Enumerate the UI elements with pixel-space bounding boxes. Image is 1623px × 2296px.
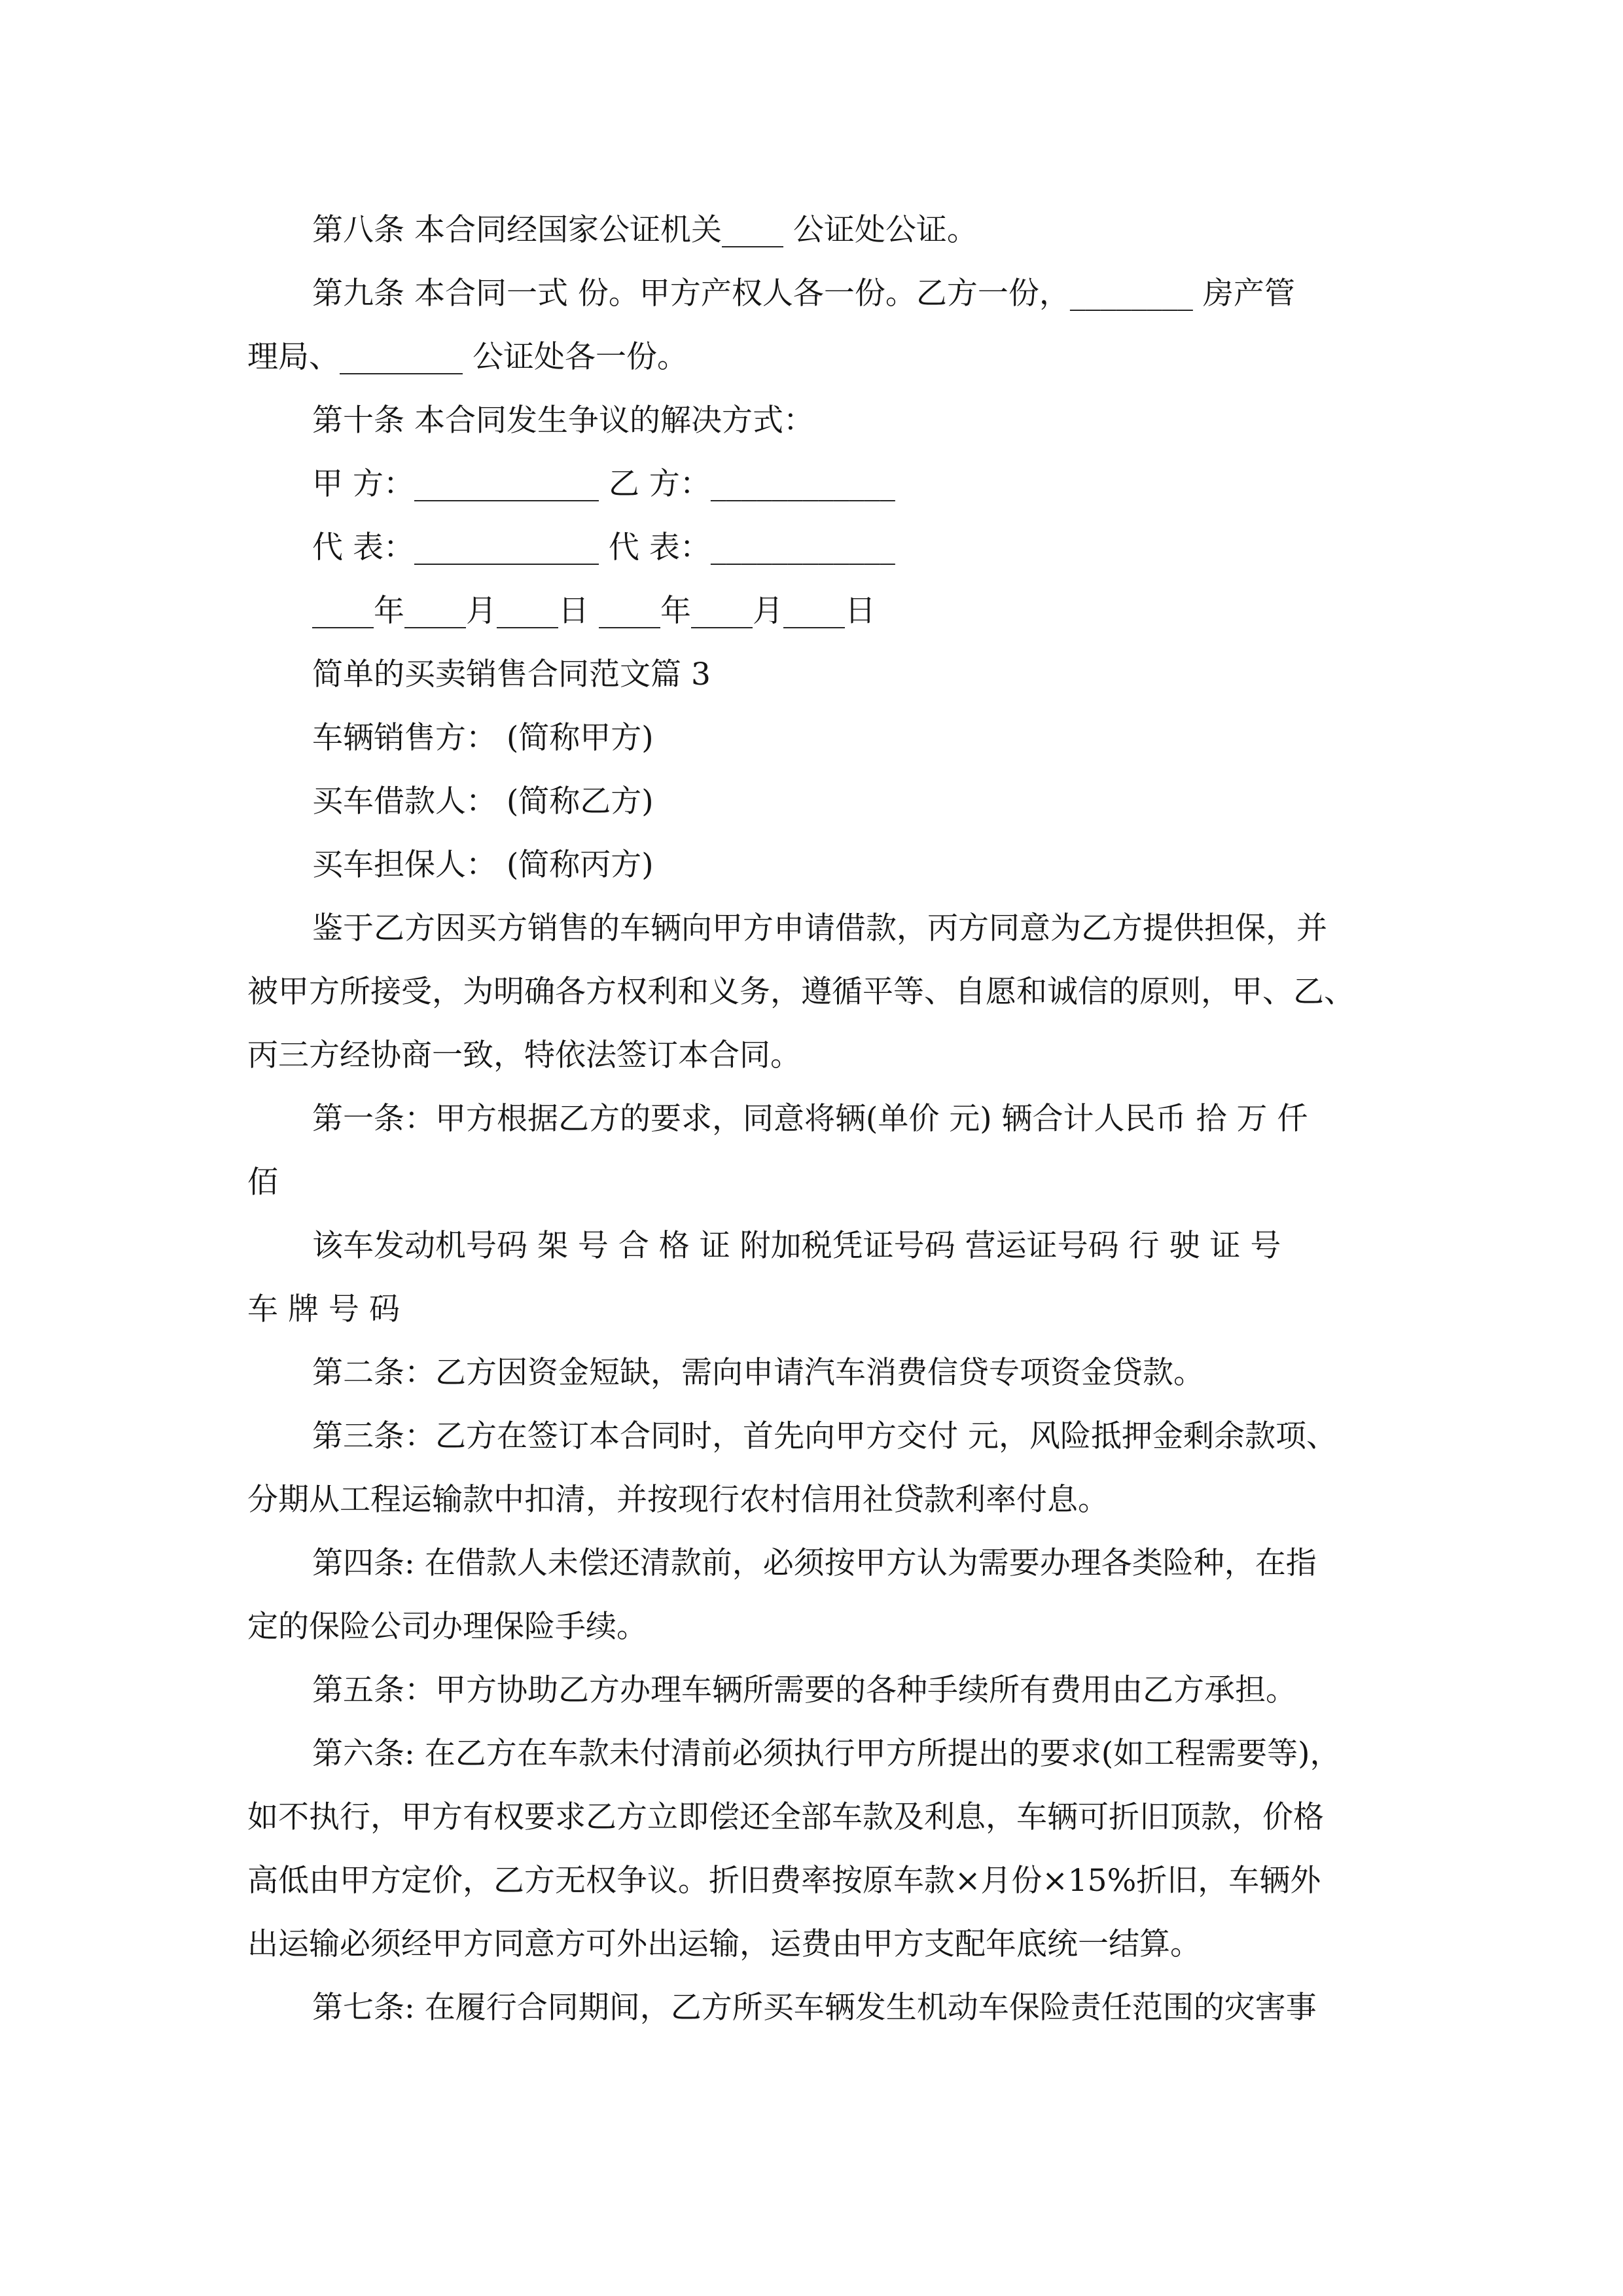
article-9-line-1: 第九条 本合同一式 份。甲方产权人各一份。乙方一份，________ 房产管 [312,276,1295,312]
preamble-line-2: 被甲方所接受，为明确各方权利和义务，遵循平等、自愿和诚信的原则，甲、乙、 [247,974,1355,1010]
article-1-line-1: 第一条：甲方根据乙方的要求，同意将辆(单价 元) 辆合计人民币 拾 万 仟 [312,1101,1308,1137]
article-6-line-4: 出运输必须经甲方同意方可外出运输，运费由甲方支配年底统一结算。 [247,1926,1201,1962]
article-3-line-1: 第三条：乙方在签订本合同时，首先向甲方交付 元，风险抵押金剩余款项、 [312,1418,1337,1454]
article-4-line-1: 第四条: 在借款人未偿还清款前，必须按甲方认为需要办理各类险种，在指 [312,1545,1317,1581]
article-8: 第八条 本合同经国家公证机关____ 公证处公证。 [312,212,978,248]
section-title: 简单的买卖销售合同范文篇 3 [312,656,711,692]
article-7-line-1: 第七条: 在履行合同期间，乙方所买车辆发生机动车保险责任范围的灾害事 [312,1990,1317,2026]
article-6-line-3: 高低由甲方定价，乙方无权争议。折旧费率按原车款×月份×15%折旧，车辆外 [247,1863,1321,1899]
vehicle-seller: 车辆销售方： (简称甲方) [312,720,654,756]
article-6-line-1: 第六条: 在乙方在车款未付清前必须执行甲方所提出的要求(如工程需要等)， [312,1736,1341,1772]
article-3-line-2: 分期从工程运输款中扣清，并按现行农村信用社贷款利率付息。 [247,1482,1109,1518]
car-borrower: 买车借款人： (简称乙方) [312,783,654,819]
article-2: 第二条：乙方因资金短缺，需向申请汽车消费信贷专项资金贷款。 [312,1355,1204,1391]
engine-number-line-2: 车 牌 号 码 [247,1291,400,1327]
article-4-line-2: 定的保险公司办理保险手续。 [247,1609,647,1645]
article-10: 第十条 本合同发生争议的解决方式： [312,403,814,439]
article-9-line-2: 理局、________ 公证处各一份。 [247,339,688,375]
signature-date: ____年____月____日 ____年____月____日 [312,593,876,629]
article-1-line-2: 佰 [247,1164,278,1200]
article-6-line-2: 如不执行，甲方有权要求乙方立即偿还全部车款及利息，车辆可折旧顶款，价格 [247,1799,1324,1835]
signature-party: 甲 方：____________ 乙 方：____________ [312,466,895,502]
preamble-line-3: 丙三方经协商一致，特依法签订本合同。 [247,1037,801,1073]
signature-representative: 代 表：____________ 代 表：____________ [312,529,895,565]
car-guarantor: 买车担保人： (简称丙方) [312,847,654,883]
preamble-line-1: 鉴于乙方因买方销售的车辆向甲方申请借款，丙方同意为乙方提供担保，并 [312,910,1327,946]
engine-number-line-1: 该车发动机号码 架 号 合 格 证 附加税凭证号码 营运证号码 行 驶 证 号 [312,1228,1281,1264]
article-5: 第五条：甲方协助乙方办理车辆所需要的各种手续所有费用由乙方承担。 [312,1672,1296,1708]
